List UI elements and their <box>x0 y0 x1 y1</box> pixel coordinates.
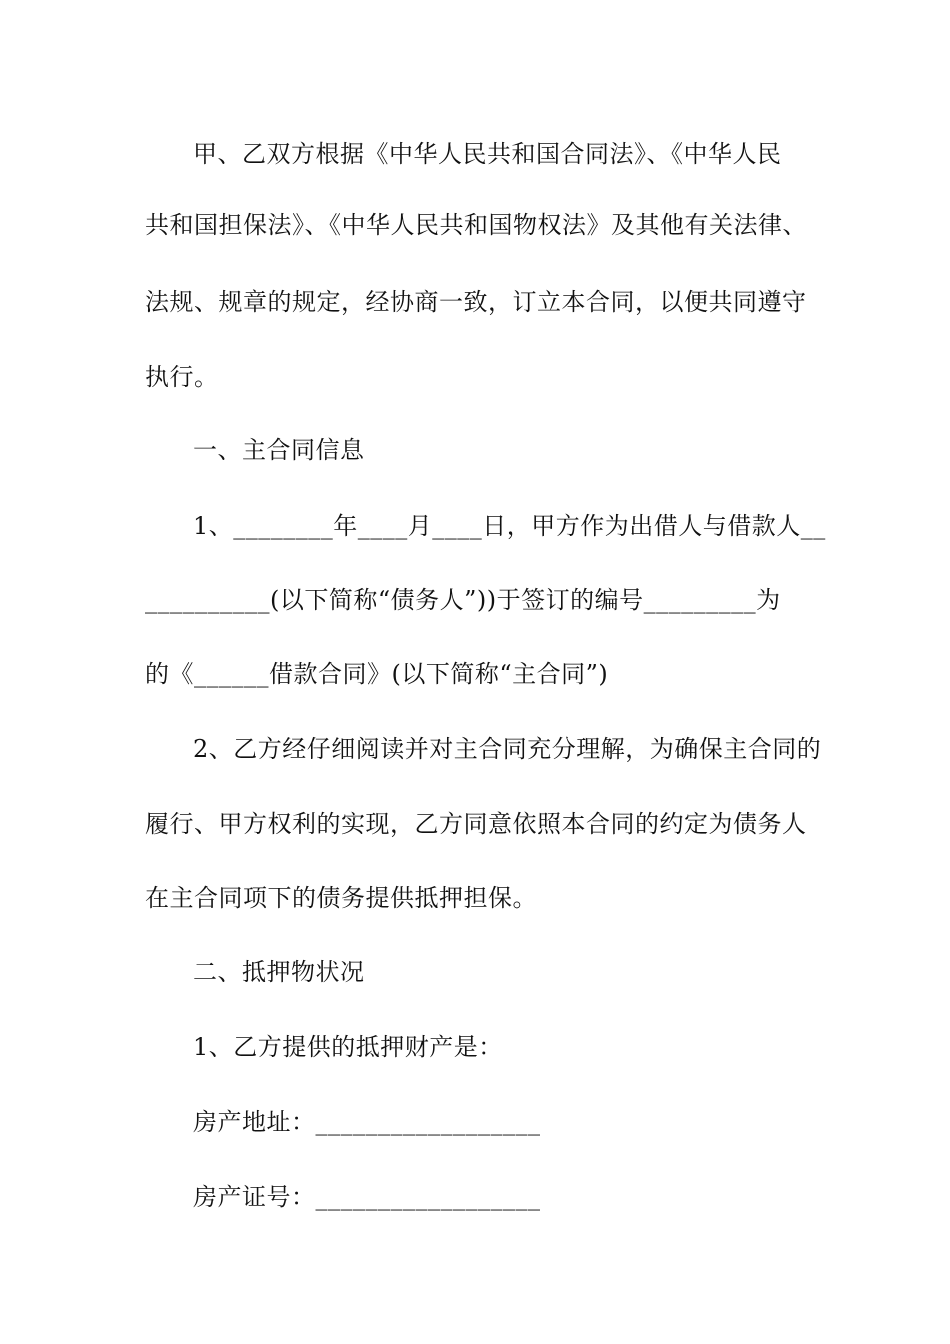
section-heading-collateral: 二、抵押物状况 <box>193 958 365 986</box>
section-heading-main-contract: 一、主合同信息 <box>193 436 365 464</box>
clause-2-line-3: 在主合同项下的债务提供抵押担保。 <box>145 884 537 912</box>
clause-1-line-3: 的《______借款合同》(以下简称“主合同”) <box>145 660 609 688</box>
clause-2-line-1: 2、乙方经仔细阅读并对主合同充分理解，为确保主合同的 <box>193 735 822 763</box>
paragraph-intro-line-2: 共和国担保法》、《中华人民共和国物权法》及其他有关法律、 <box>145 211 807 239</box>
property-address-field: 房产地址：__________________ <box>193 1108 541 1136</box>
paragraph-intro-line-1: 甲、乙双方根据《中华人民共和国合同法》、《中华人民 <box>193 140 782 168</box>
property-certificate-field: 房产证号：__________________ <box>193 1183 541 1211</box>
paragraph-intro-line-4: 执行。 <box>145 363 219 391</box>
clause-2-line-2: 履行、甲方权利的实现，乙方同意依照本合同的约定为债务人 <box>145 810 807 838</box>
clause-1-line-1: 1、________年____月____日，甲方作为出借人与借款人__ <box>193 512 826 540</box>
paragraph-intro-line-3: 法规、规章的规定，经协商一致，订立本合同，以便共同遵守 <box>145 288 807 316</box>
clause-1-line-2: __________(以下简称“债务人”))于签订的编号_________为 <box>145 586 781 614</box>
collateral-clause-1: 1、乙方提供的抵押财产是： <box>193 1033 503 1061</box>
